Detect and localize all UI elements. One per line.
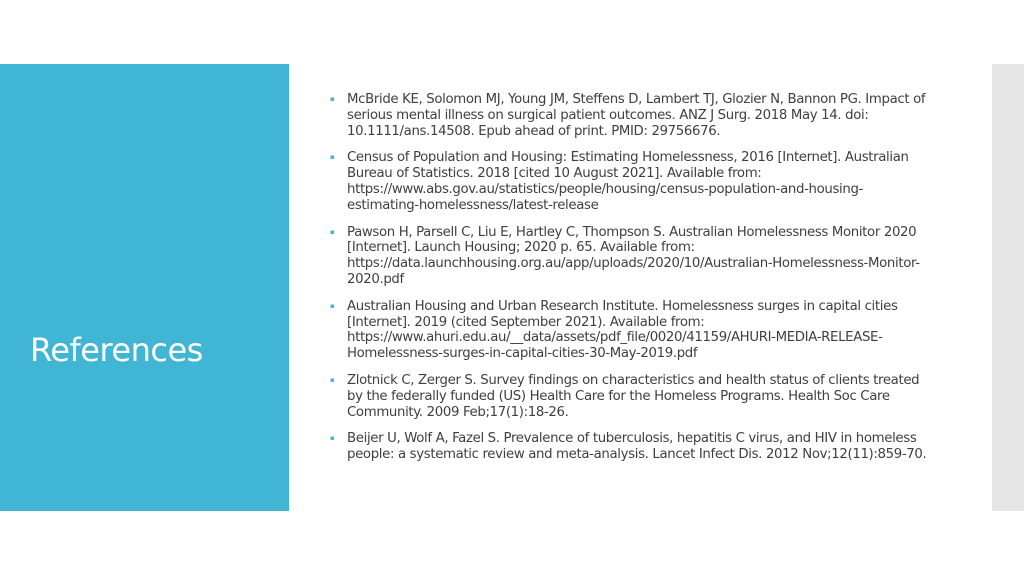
slide-title: References xyxy=(30,331,203,369)
reference-item xyxy=(330,150,930,213)
reference-text: McBride KE, Solomon MJ, Young JM, Steffens D, Lambert TJ, Glozier N, Bannon PG. Impact of serious mental illness on surgical patient outcomes. ANZ J Surg. 2018 May 14. doi: 10.1111/ans.14508. Epub ahead of print. PMID: 29756676. xyxy=(347,92,926,139)
square-bullet-icon: ▪ xyxy=(330,434,335,443)
reference-text: Beijer U, Wolf A, Fazel S. Prevalence of tuberculosis, hepatitis C virus, and HIV in homeless people: a systematic review and meta-analysis. Lancet Infect Dis. 2012 Nov;12(11):859-70. xyxy=(347,431,927,463)
reference-list xyxy=(330,92,930,474)
square-bullet-icon: ▪ xyxy=(330,301,335,310)
title-panel xyxy=(0,64,289,511)
reference-item xyxy=(330,225,930,288)
square-bullet-icon: ▪ xyxy=(330,227,335,236)
reference-item xyxy=(330,373,930,420)
side-accent-bar xyxy=(992,64,1024,511)
reference-text: Australian Housing and Urban Research Institute. Homelessness surges in capital cities [Internet]. 2019 (cited September 2021). Available from: https://www.ahuri.edu.au/__data/assets/pdf_file/0020/41159/AHURI-MEDIA-RELEASE- Homelessness-surges-in-capital-cities-30-May-2019.pdf xyxy=(347,298,898,362)
reference-item xyxy=(330,299,930,362)
reference-item xyxy=(330,92,930,139)
reference-text: Pawson H, Parsell C, Liu E, Hartley C, Thompson S. Australian Homelessness Monitor 2020 [Internet]. Launch Housing; 2020 p. 65. Available from: https://data.launchhousing.org.au/app/uploads/2020/10/Australian-Homelessness-Monitor-2020.pdf xyxy=(347,224,920,287)
square-bullet-icon: ▪ xyxy=(330,375,335,384)
reference-item xyxy=(330,431,930,463)
square-bullet-icon: ▪ xyxy=(330,153,335,162)
reference-text: Zlotnick C, Zerger S. Survey findings on characteristics and health status of clients treated by the federally funded (US) Health Care for the Homeless Programs. Health Soc Care Community. 2009 Feb;17(1):18-26. xyxy=(347,372,920,420)
reference-text: Census of Population and Housing: Estimating Homelessness, 2016 [Internet]. Australian Bureau of Statistics. 2018 [cited 10 August 2021]. Available from: https://www.abs.gov.au/statistics/people/housing/census-population-and-housing- estimating-homelessness/latest-release xyxy=(347,150,909,213)
square-bullet-icon: ▪ xyxy=(330,95,335,103)
